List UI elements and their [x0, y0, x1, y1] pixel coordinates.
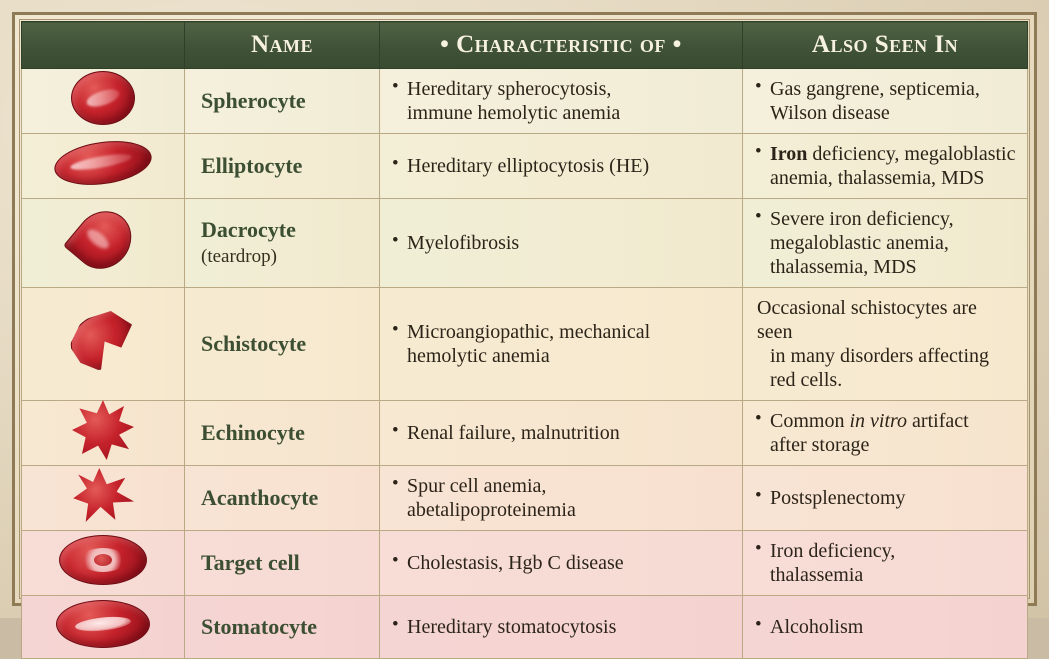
cell-also-seen-in: • Iron deficiency, thalassemia	[743, 531, 1028, 596]
cell-characteristic: • Microangiopathic, mechanical hemolytic anemia	[380, 288, 743, 401]
table-row	[22, 134, 1028, 199]
cell-name: Target cell	[185, 531, 380, 596]
header-also-seen-in: Also Seen In	[743, 22, 1028, 69]
cell-characteristic: • Hereditary elliptocytosis (HE)	[380, 134, 743, 199]
cell-image-stomatocyte	[22, 596, 185, 659]
rbc-morphology-table	[21, 21, 1028, 659]
cell-name: Spherocyte	[185, 69, 380, 134]
cell-image-acanthocyte	[22, 466, 185, 531]
header-row	[22, 22, 1028, 69]
header-name: Name	[185, 22, 380, 69]
cell-image-spherocyte	[22, 69, 185, 134]
table-header	[22, 22, 1028, 69]
echinocyte-cell-icon	[48, 402, 158, 458]
elliptocyte-cell-icon	[48, 135, 158, 191]
cell-image-dacrocyte	[22, 199, 185, 288]
cell-also-seen-in: • Alcoholism	[743, 596, 1028, 659]
table-row	[22, 401, 1028, 466]
cell-also-seen-in: • Iron deficiency, megaloblastic anemia, thalassemia, MDS	[743, 134, 1028, 199]
cell-image-echinocyte	[22, 401, 185, 466]
stomatocyte-cell-icon	[48, 596, 158, 652]
cell-name: Schistocyte	[185, 288, 380, 401]
schistocyte-cell-icon	[48, 313, 158, 369]
cell-image-target-cell	[22, 531, 185, 596]
spherocyte-cell-icon	[48, 70, 158, 126]
cell-image-schistocyte	[22, 288, 185, 401]
cell-name: Stomatocyte	[185, 596, 380, 659]
cell-also-seen-in: • Gas gangrene, septicemia, Wilson disease	[743, 69, 1028, 134]
cell-image-elliptocyte	[22, 134, 185, 199]
cell-name: Elliptocyte	[185, 134, 380, 199]
cell-characteristic: • Hereditary spherocytosis, immune hemolytic anemia	[380, 69, 743, 134]
header-characteristic-of: • Characteristic of •	[380, 22, 743, 69]
cell-also-seen-in: Occasional schistocytes are seen in many disorders affecting red cells.	[743, 288, 1028, 401]
table-row	[22, 199, 1028, 288]
cell-also-seen-in: • Common in vitro artifact after storage	[743, 401, 1028, 466]
cell-name: Echinocyte	[185, 401, 380, 466]
cell-characteristic: • Spur cell anemia, abetalipoproteinemia	[380, 466, 743, 531]
table-row	[22, 596, 1028, 659]
cell-also-seen-in: • Postsplenectomy	[743, 466, 1028, 531]
cell-characteristic: • Cholestasis, Hgb C disease	[380, 531, 743, 596]
table-row	[22, 531, 1028, 596]
acanthocyte-cell-icon	[48, 467, 158, 523]
cell-characteristic: • Hereditary stomatocytosis	[380, 596, 743, 659]
header-image	[22, 22, 185, 69]
target-cell-icon	[48, 532, 158, 588]
decorative-frame	[12, 12, 1037, 639]
cell-name: Acanthocyte	[185, 466, 380, 531]
cell-also-seen-in: • Severe iron deficiency, megaloblastic anemia, thalassemia, MDS	[743, 199, 1028, 288]
dacrocyte-cell-icon	[48, 212, 158, 268]
table-row	[22, 69, 1028, 134]
cell-characteristic: • Renal failure, malnutrition	[380, 401, 743, 466]
cell-name: Dacrocyte (teardrop)	[185, 199, 380, 288]
table-row	[22, 288, 1028, 401]
table-body	[22, 69, 1028, 659]
cell-characteristic: • Myelofibrosis	[380, 199, 743, 288]
table-row	[22, 466, 1028, 531]
